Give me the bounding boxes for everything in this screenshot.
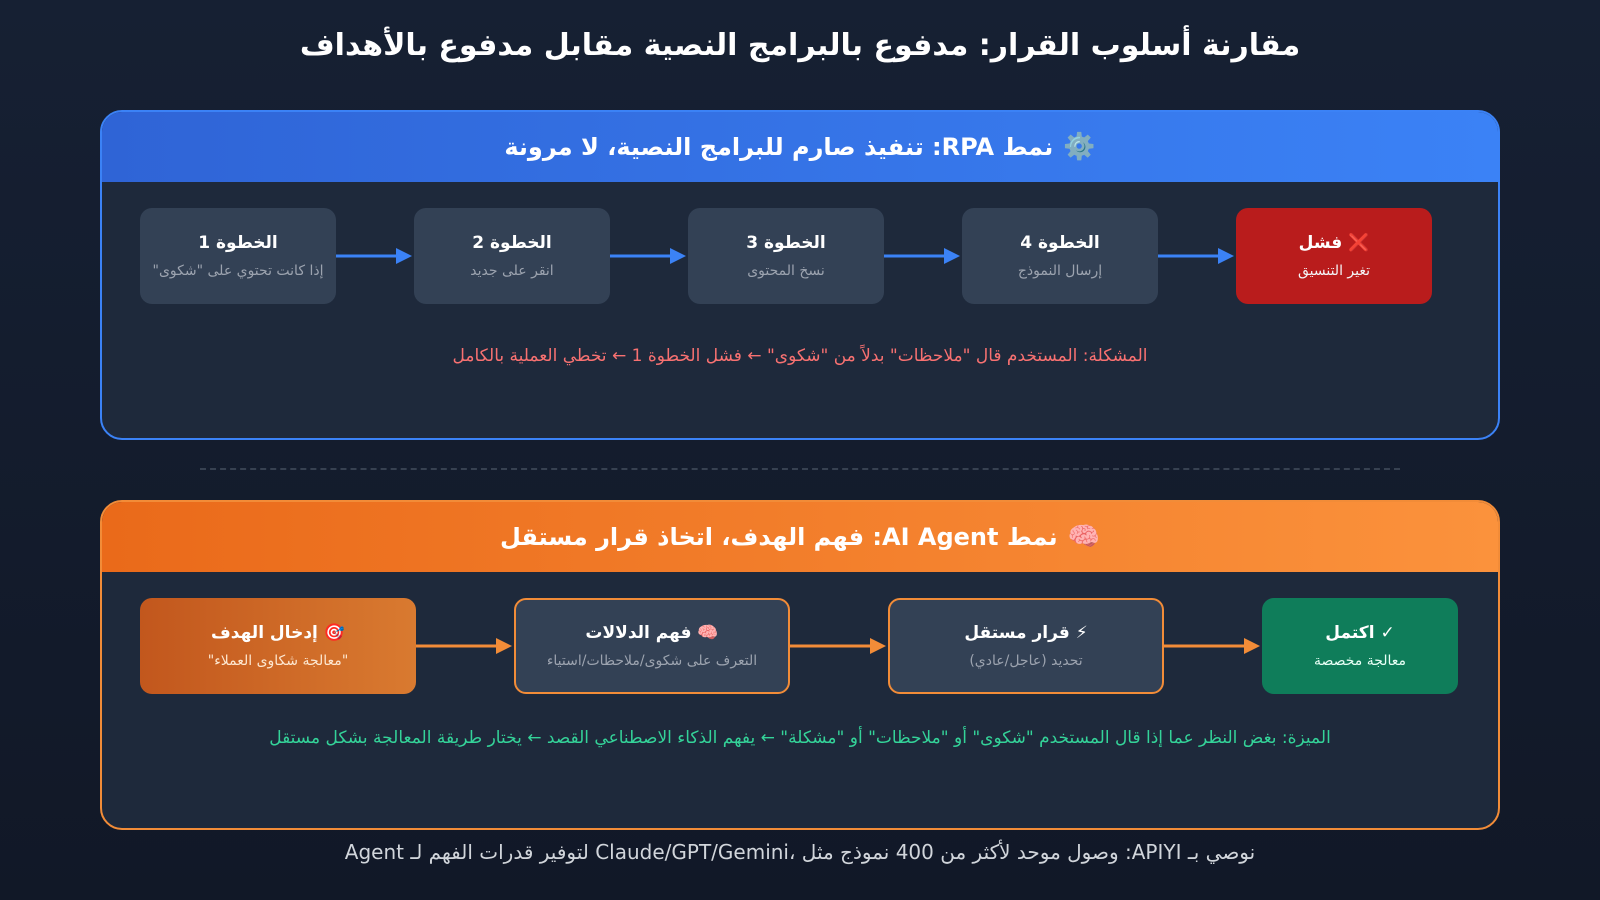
ai-step-2-desc: التعرف على شكوى/ملاحظات/استياء <box>546 653 758 669</box>
ai-panel-header <box>102 502 1498 572</box>
ai-step-4-desc: معالجة مخصصة <box>1313 653 1407 669</box>
ai-arrow-3 <box>1164 636 1262 656</box>
rpa-step-4-title: الخطوة 4 <box>1020 233 1100 253</box>
target-icon: 🎯 <box>323 623 345 643</box>
ai-arrow-2 <box>790 636 888 656</box>
ai-step-3-title: قرار مستقل <box>964 623 1070 643</box>
ai-agent-panel <box>100 500 1500 830</box>
rpa-arrow-2 <box>610 246 688 266</box>
ai-step-4-title-row <box>1325 623 1394 643</box>
rpa-step-1-title: الخطوة 1 <box>198 233 278 253</box>
rpa-header-text: تنفيذ صارم للبرامج النصية، لا مرونة :RPA نمط <box>504 133 1054 161</box>
rpa-arrow-4 <box>1158 246 1236 266</box>
footer-note: Agent لتوفير قدرات الفهم لـ Claude/GPT/Gemini، وصول موحد لأكثر من 400 نموذج مثل :APIYI نوصي بـ <box>344 840 1256 864</box>
brain-icon: 🧠 <box>1067 522 1101 552</box>
rpa-step-2 <box>414 208 610 304</box>
red-x-icon: ❌ <box>1348 233 1370 253</box>
rpa-step-3-desc: نسخ المحتوى <box>747 263 825 279</box>
ai-step-1-title: إدخال الهدف <box>211 623 318 643</box>
rpa-arrow-1 <box>336 246 414 266</box>
rpa-panel-header <box>102 112 1498 182</box>
section-divider <box>200 468 1400 470</box>
rpa-fail-node <box>1236 208 1432 304</box>
ai-step-decision <box>888 598 1164 694</box>
gear-icon: ⚙️ <box>1063 132 1096 162</box>
ai-arrow-1 <box>416 636 514 656</box>
ai-step-semantics <box>514 598 790 694</box>
ai-step-1-title-row <box>211 623 345 643</box>
rpa-fail-title-row <box>1299 233 1370 253</box>
rpa-step-2-title: الخطوة 2 <box>472 233 552 253</box>
brain-icon: 🧠 <box>697 623 719 643</box>
ai-step-2-title-row <box>585 623 718 643</box>
ai-step-complete <box>1262 598 1458 694</box>
rpa-step-1-desc: "إذا كانت تحتوي على "شكوى <box>152 263 324 279</box>
checkmark-icon: ✓ <box>1380 623 1395 643</box>
ai-header-text: فهم الهدف، اتخاذ قرار مستقل :AI Agent نمط <box>499 523 1058 551</box>
rpa-panel <box>100 110 1500 440</box>
page-title: مقارنة أسلوب القرار: مدفوع بالبرامج النصية مقابل مدفوع بالأهداف <box>299 28 1301 63</box>
rpa-step-2-desc: انقر على جديد <box>470 263 554 279</box>
ai-advantage-text: الميزة: بغض النظر عما إذا قال المستخدم "شكوى" أو "ملاحظات" أو "مشكلة" ← يفهم الذكاء الاصطناعي القصد ← يختار طريقة المعالجة بشكل مستقل <box>269 728 1331 748</box>
lightning-icon: ⚡ <box>1075 623 1088 643</box>
rpa-step-3 <box>688 208 884 304</box>
rpa-fail-desc: تغير التنسيق <box>1297 263 1371 279</box>
ai-step-3-desc: تحديد (عاجل/عادي) <box>969 653 1083 669</box>
ai-step-2-title: فهم الدلالات <box>585 623 692 643</box>
ai-step-3-title-row <box>964 623 1087 643</box>
ai-step-4-title: اكتمل <box>1325 623 1375 643</box>
rpa-step-3-title: الخطوة 3 <box>746 233 826 253</box>
rpa-fail-title: فشل <box>1298 233 1343 253</box>
ai-step-goal-input <box>140 598 416 694</box>
rpa-problem-text: المشكلة: المستخدم قال "ملاحظات" بدلاً من "شكوى" ← فشل الخطوة 1 ← تخطي العملية بالكامل <box>452 346 1148 366</box>
rpa-step-1 <box>140 208 336 304</box>
rpa-arrow-3 <box>884 246 962 266</box>
rpa-step-4-desc: إرسال النموذج <box>1017 263 1103 279</box>
rpa-step-4 <box>962 208 1158 304</box>
ai-step-1-desc: "معالجة شكاوى العملاء" <box>207 653 349 669</box>
